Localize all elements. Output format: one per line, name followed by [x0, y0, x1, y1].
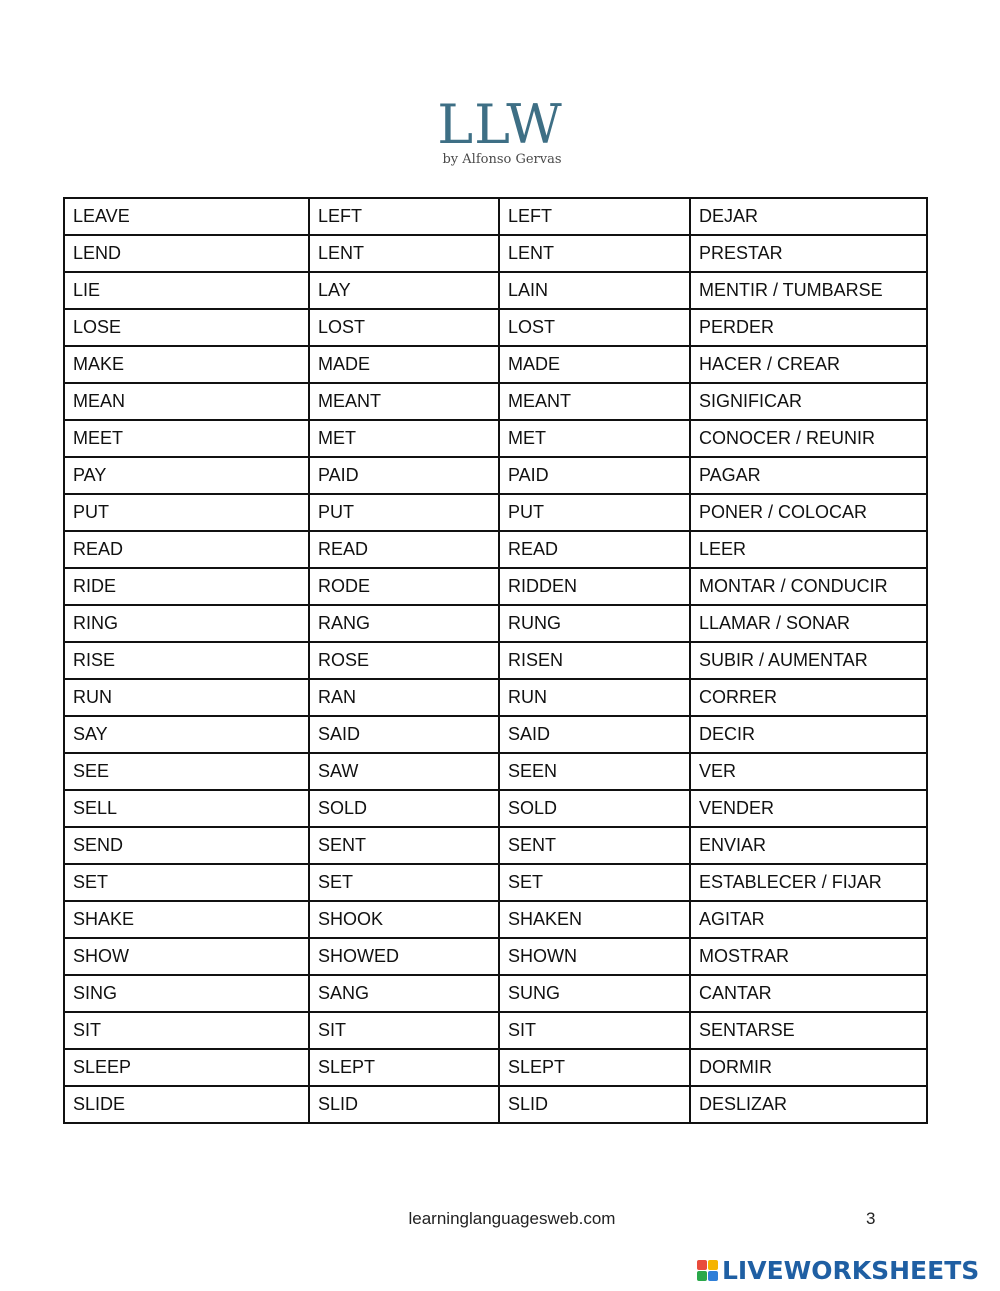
cell-past-participle: SHOWN	[499, 938, 690, 975]
cell-past-simple: LEFT	[309, 198, 499, 235]
cell-past-simple: READ	[309, 531, 499, 568]
cell-past-simple: SHOOK	[309, 901, 499, 938]
table-row	[64, 716, 927, 753]
cell-spanish-translation: DEJAR	[690, 198, 927, 235]
cell-infinitive: MEAN	[64, 383, 309, 420]
cell-spanish-translation: CORRER	[690, 679, 927, 716]
cell-past-simple: SLID	[309, 1086, 499, 1123]
cell-past-participle: SUNG	[499, 975, 690, 1012]
liveworksheets-logo-icon	[697, 1260, 718, 1281]
cell-infinitive: SET	[64, 864, 309, 901]
table-row	[64, 494, 927, 531]
liveworksheets-brand	[697, 1255, 979, 1285]
liveworksheets-wordmark: LIVEWORKSHEETS	[722, 1255, 980, 1285]
cell-past-simple: LENT	[309, 235, 499, 272]
cell-past-simple: RANG	[309, 605, 499, 642]
cell-past-participle: LEFT	[499, 198, 690, 235]
cell-infinitive: RING	[64, 605, 309, 642]
cell-spanish-translation: VENDER	[690, 790, 927, 827]
table-row	[64, 864, 927, 901]
cell-past-participle: SEEN	[499, 753, 690, 790]
cell-past-simple: LAY	[309, 272, 499, 309]
table-row	[64, 235, 927, 272]
logo-square	[697, 1271, 707, 1281]
table-row	[64, 938, 927, 975]
cell-past-participle: LAIN	[499, 272, 690, 309]
table-row	[64, 420, 927, 457]
cell-infinitive: SAY	[64, 716, 309, 753]
cell-past-participle: SIT	[499, 1012, 690, 1049]
table-row	[64, 531, 927, 568]
cell-spanish-translation: CANTAR	[690, 975, 927, 1012]
cell-infinitive: SEND	[64, 827, 309, 864]
cell-past-simple: SANG	[309, 975, 499, 1012]
cell-past-simple: SIT	[309, 1012, 499, 1049]
table-row	[64, 827, 927, 864]
cell-infinitive: LEAVE	[64, 198, 309, 235]
cell-spanish-translation: MENTIR / TUMBARSE	[690, 272, 927, 309]
cell-past-simple: SHOWED	[309, 938, 499, 975]
cell-past-simple: RODE	[309, 568, 499, 605]
table-row	[64, 790, 927, 827]
cell-past-simple: MET	[309, 420, 499, 457]
cell-infinitive: SING	[64, 975, 309, 1012]
cell-infinitive: LOSE	[64, 309, 309, 346]
table-row	[64, 679, 927, 716]
footer-website: learninglanguagesweb.com	[408, 1209, 616, 1228]
cell-spanish-translation: MOSTRAR	[690, 938, 927, 975]
cell-infinitive: SELL	[64, 790, 309, 827]
page-number: 3	[866, 1209, 876, 1228]
cell-infinitive: MEET	[64, 420, 309, 457]
verb-table-body	[64, 198, 927, 1123]
cell-past-simple: ROSE	[309, 642, 499, 679]
cell-past-participle: SLID	[499, 1086, 690, 1123]
cell-past-participle: READ	[499, 531, 690, 568]
table-row	[64, 605, 927, 642]
cell-spanish-translation: HACER / CREAR	[690, 346, 927, 383]
cell-infinitive: READ	[64, 531, 309, 568]
cell-infinitive: MAKE	[64, 346, 309, 383]
cell-past-participle: RUN	[499, 679, 690, 716]
cell-spanish-translation: PERDER	[690, 309, 927, 346]
cell-past-participle: MEANT	[499, 383, 690, 420]
cell-spanish-translation: VER	[690, 753, 927, 790]
cell-past-participle: SET	[499, 864, 690, 901]
cell-spanish-translation: DECIR	[690, 716, 927, 753]
cell-infinitive: SHOW	[64, 938, 309, 975]
logo-title: LLW	[437, 93, 563, 156]
logo-subtitle: by Alfonso Gervas	[442, 152, 562, 167]
table-row	[64, 309, 927, 346]
cell-past-simple: SAID	[309, 716, 499, 753]
cell-past-simple: MADE	[309, 346, 499, 383]
cell-infinitive: PUT	[64, 494, 309, 531]
cell-past-participle: SAID	[499, 716, 690, 753]
table-row	[64, 975, 927, 1012]
table-row	[64, 753, 927, 790]
table-row	[64, 1086, 927, 1123]
cell-spanish-translation: SUBIR / AUMENTAR	[690, 642, 927, 679]
cell-past-participle: SHAKEN	[499, 901, 690, 938]
cell-past-participle: PUT	[499, 494, 690, 531]
table-row	[64, 457, 927, 494]
logo-square	[708, 1271, 718, 1281]
cell-past-simple: RAN	[309, 679, 499, 716]
cell-spanish-translation: SENTARSE	[690, 1012, 927, 1049]
cell-past-simple: LOST	[309, 309, 499, 346]
cell-spanish-translation: CONOCER / REUNIR	[690, 420, 927, 457]
logo-square	[697, 1260, 707, 1270]
cell-past-simple: MEANT	[309, 383, 499, 420]
cell-spanish-translation: SIGNIFICAR	[690, 383, 927, 420]
cell-spanish-translation: DORMIR	[690, 1049, 927, 1086]
cell-past-participle: RUNG	[499, 605, 690, 642]
table-row	[64, 346, 927, 383]
table-row	[64, 901, 927, 938]
cell-past-simple: SET	[309, 864, 499, 901]
cell-past-participle: SENT	[499, 827, 690, 864]
cell-infinitive: RUN	[64, 679, 309, 716]
cell-past-simple: PAID	[309, 457, 499, 494]
table-row	[64, 272, 927, 309]
cell-past-participle: SOLD	[499, 790, 690, 827]
table-row	[64, 198, 927, 235]
cell-past-simple: SENT	[309, 827, 499, 864]
cell-past-simple: SOLD	[309, 790, 499, 827]
cell-spanish-translation: AGITAR	[690, 901, 927, 938]
cell-past-participle: RISEN	[499, 642, 690, 679]
table-row	[64, 383, 927, 420]
irregular-verbs-table	[63, 197, 928, 1124]
cell-infinitive: LEND	[64, 235, 309, 272]
cell-spanish-translation: LEER	[690, 531, 927, 568]
cell-past-participle: LENT	[499, 235, 690, 272]
table-row	[64, 1012, 927, 1049]
cell-infinitive: SHAKE	[64, 901, 309, 938]
cell-spanish-translation: PONER / COLOCAR	[690, 494, 927, 531]
cell-spanish-translation: MONTAR / CONDUCIR	[690, 568, 927, 605]
cell-infinitive: SLIDE	[64, 1086, 309, 1123]
cell-infinitive: SEE	[64, 753, 309, 790]
cell-past-participle: MADE	[499, 346, 690, 383]
llw-logo	[0, 93, 1000, 168]
table-row	[64, 568, 927, 605]
table-row	[64, 642, 927, 679]
cell-infinitive: SLEEP	[64, 1049, 309, 1086]
cell-infinitive: SIT	[64, 1012, 309, 1049]
cell-past-participle: RIDDEN	[499, 568, 690, 605]
cell-spanish-translation: DESLIZAR	[690, 1086, 927, 1123]
cell-infinitive: LIE	[64, 272, 309, 309]
table-row	[64, 1049, 927, 1086]
cell-spanish-translation: ENVIAR	[690, 827, 927, 864]
cell-past-participle: LOST	[499, 309, 690, 346]
cell-spanish-translation: ESTABLECER / FIJAR	[690, 864, 927, 901]
cell-past-participle: MET	[499, 420, 690, 457]
cell-past-simple: PUT	[309, 494, 499, 531]
cell-spanish-translation: PRESTAR	[690, 235, 927, 272]
cell-spanish-translation: PAGAR	[690, 457, 927, 494]
cell-past-simple: SAW	[309, 753, 499, 790]
cell-past-simple: SLEPT	[309, 1049, 499, 1086]
cell-infinitive: RIDE	[64, 568, 309, 605]
cell-infinitive: PAY	[64, 457, 309, 494]
cell-past-participle: SLEPT	[499, 1049, 690, 1086]
cell-spanish-translation: LLAMAR / SONAR	[690, 605, 927, 642]
logo-square	[708, 1260, 718, 1270]
cell-past-participle: PAID	[499, 457, 690, 494]
cell-infinitive: RISE	[64, 642, 309, 679]
